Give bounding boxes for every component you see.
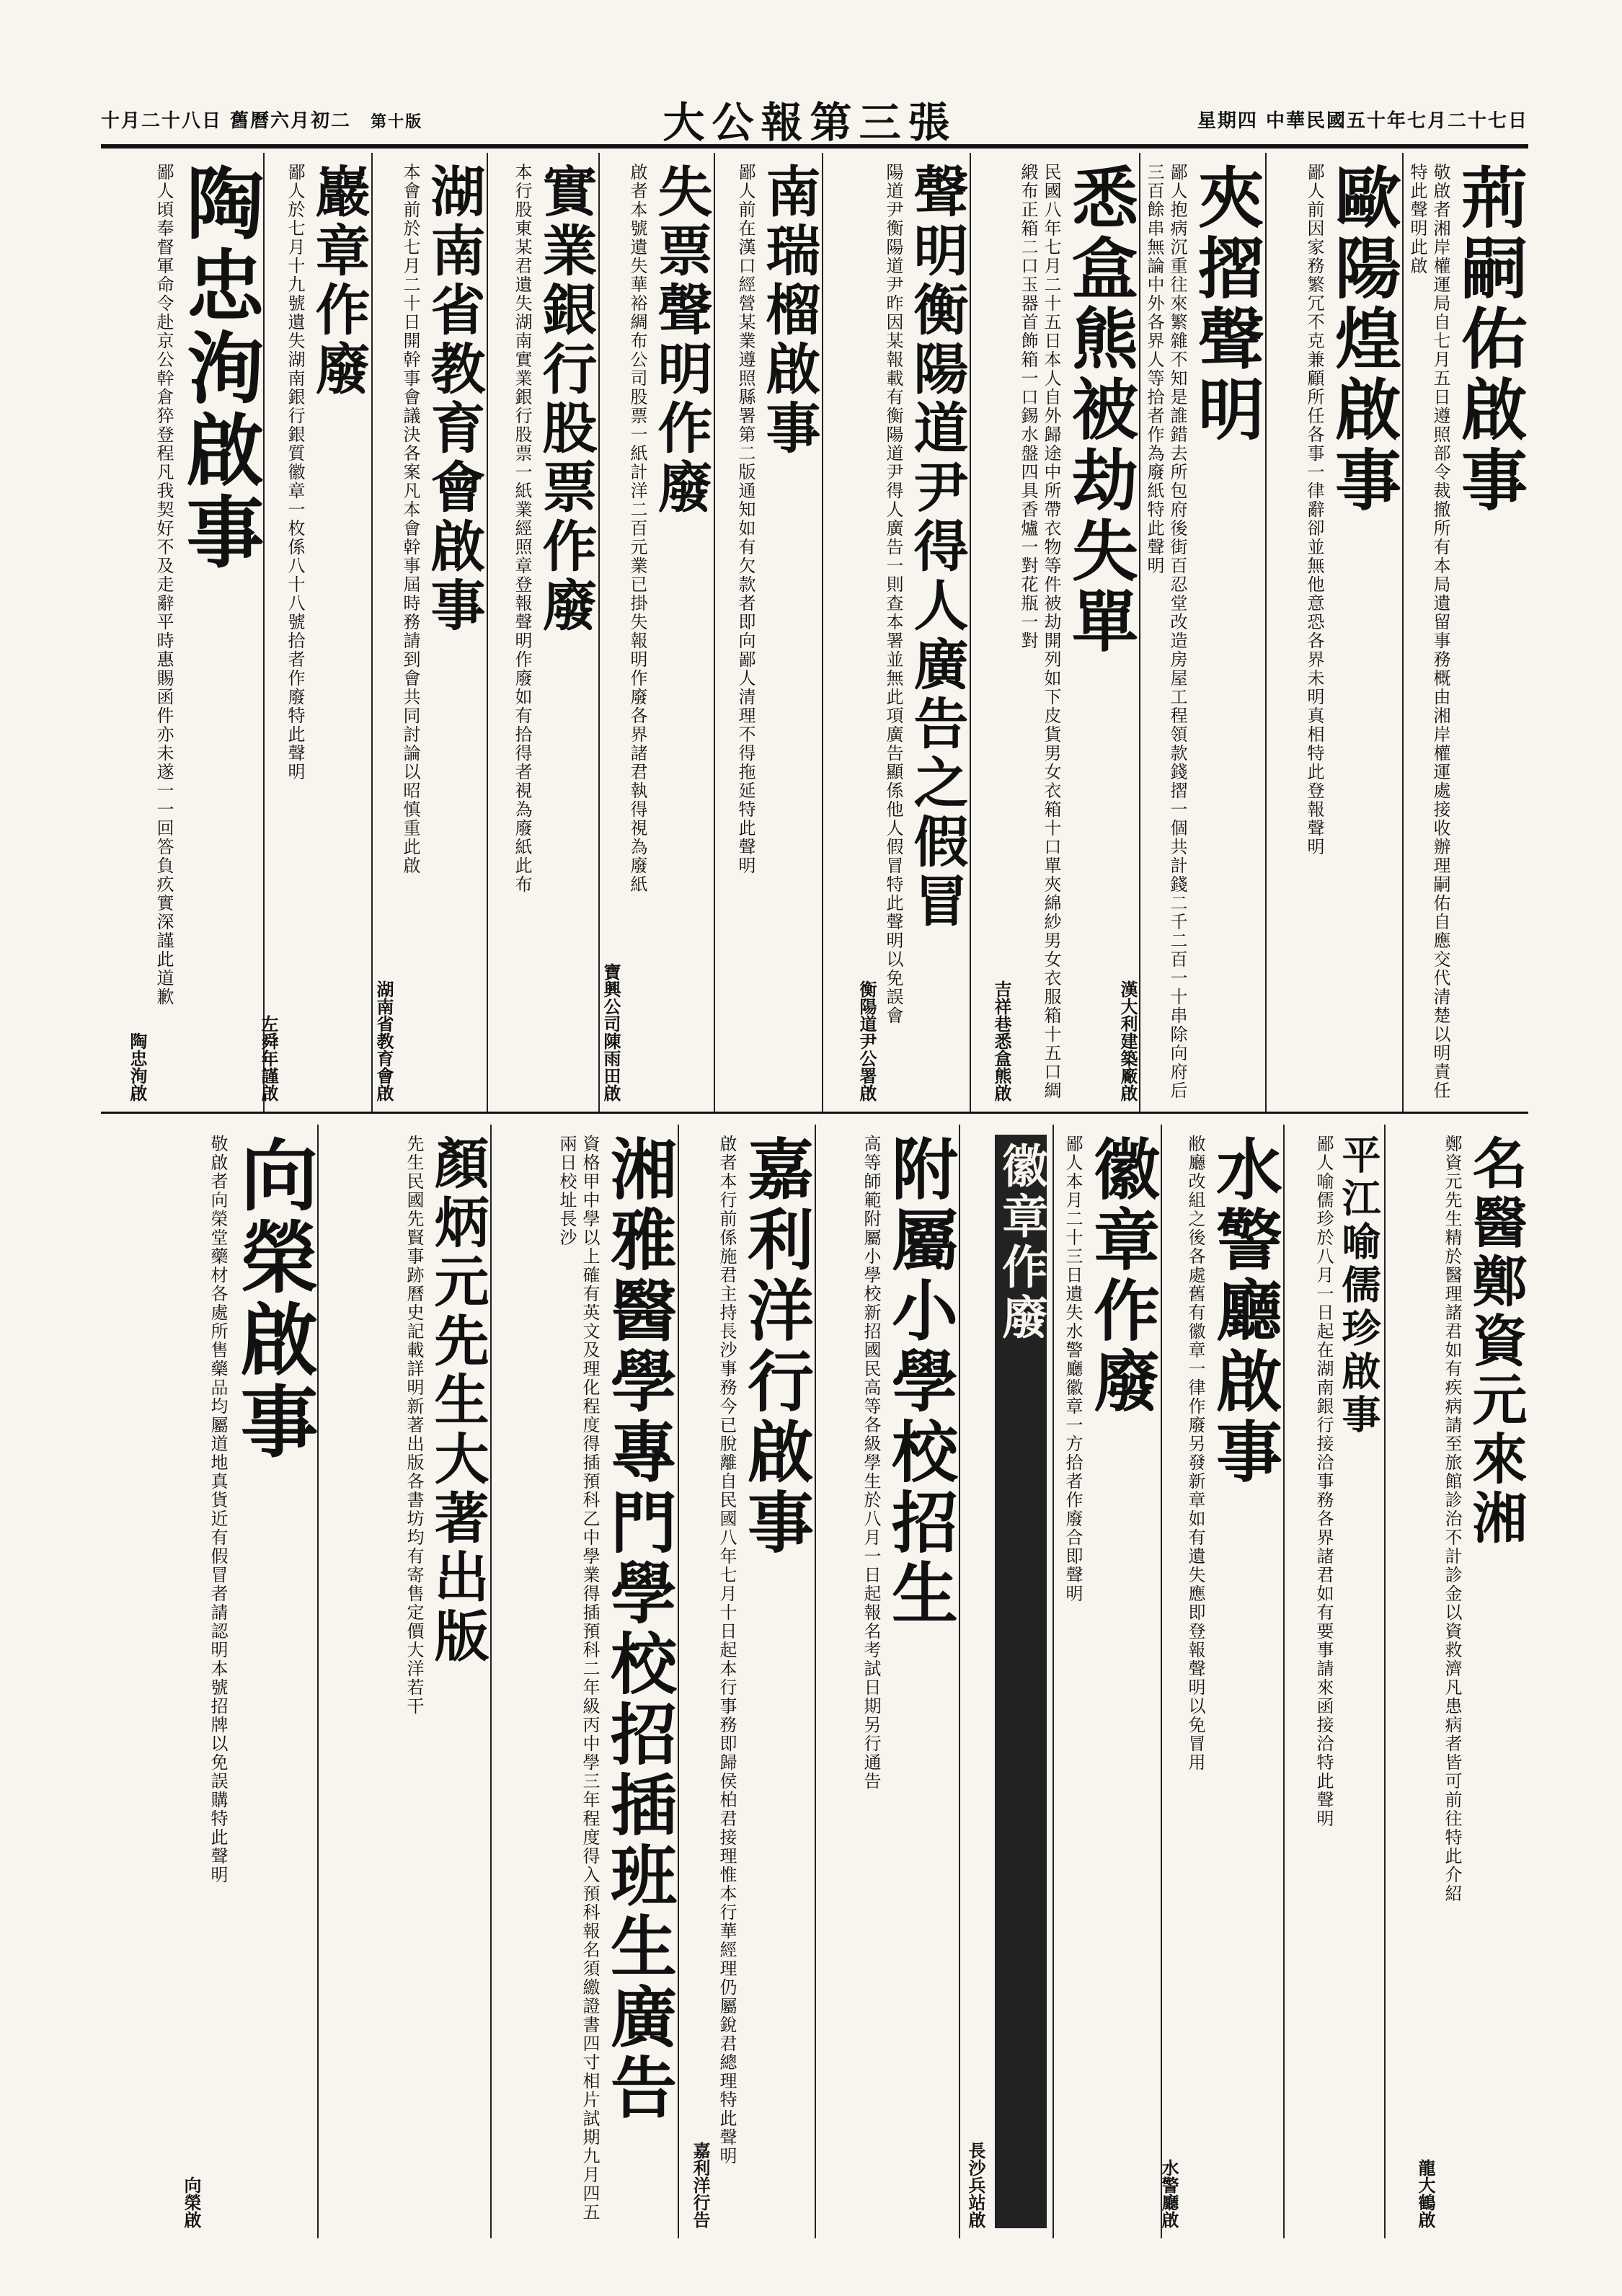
notice-title: 失票聲明作廢 [649, 163, 713, 518]
notice-body: 鄙人本月二十三日遺失水警廳徽章一方拾者作廢合即聲明 [1063, 1135, 1083, 1603]
notice-body: 敝廳改組之後各處舊有徽章一律作廢另發新章如有遺失應即登報聲明以免冒用 [1185, 1135, 1205, 1772]
notice-signature: 衡陽道尹公署啟 [856, 980, 877, 1102]
top-notice-band [101, 153, 1528, 1114]
notice-title: 徽章作廢 [995, 1135, 1047, 2228]
notice-xiangrong [101, 1125, 317, 2238]
notice-title: 實業銀行股票作廢 [533, 163, 598, 636]
notice-body: 鄙人前在漢口經營某業遵照縣署第二版通知如有欠款者即向鄙人清理不得拖延特此聲明 [735, 163, 755, 875]
notice-badge-void-2 [1052, 1125, 1161, 2238]
notice-yan-bingyuan-book [317, 1125, 490, 2238]
notice-body: 鄙人於七月十九號遺失湖南銀行銀質徽章一枚係八十八號拾者作廢特此聲明 [285, 163, 305, 781]
notice-title: 悉盒熊被劫失單 [1061, 163, 1139, 657]
notice-education-association [371, 153, 487, 1112]
masthead-left [101, 106, 422, 133]
masthead-title: 大公報第三張 [662, 98, 957, 147]
notice-primary-school [815, 1125, 959, 2238]
notice-title: 名醫鄭資元來湘 [1463, 1135, 1528, 1548]
notice-signature: 漢大利建築廠啟 [1117, 980, 1138, 1102]
notice-body: 本行股東某君遺失湖南實業銀行股票一紙業經照章登報聲明作廢如有拾得者視為廢紙此布 [512, 163, 532, 894]
notice-title: 平江喻儒珍啟事 [1336, 1135, 1382, 1437]
notice-title: 荊嗣佑啟事 [1450, 163, 1528, 516]
notice-ouyang-huang [1265, 153, 1402, 1112]
notice-hengyang-false-ad [822, 153, 970, 1112]
notice-body: 高等師範附屬小學校新招國民高等各級學生於八月一日起報名考試日期另行通告 [861, 1135, 881, 1791]
notice-body: 陽道尹衡陽道尹昨因某報載有衡陽道尹得人廣告一則查本署並無此項廣告顯係他人假冒特此聲明以免誤會 [883, 163, 903, 1025]
notice-body: 先生民國先賢事跡曆史記載詳明新著出版各書坊均有寄售定價大洋若干 [404, 1135, 424, 1716]
notice-jiali-company [678, 1125, 815, 2238]
notice-xiangya-medical [490, 1125, 678, 2238]
notice-title: 徽章作廢 [1083, 1135, 1161, 1417]
notice-body: 鄙人前因家務繁冗不克兼顧所任各事一律辭卻並無他意恐各界未明真相特此登報聲明 [1304, 163, 1324, 856]
notice-title: 向榮啟事 [227, 1135, 318, 1463]
notice-signature: 向榮啟 [181, 2176, 202, 2228]
notice-lost-ticket [598, 153, 714, 1112]
notice-body: 啟者本行前係施君主持長沙事務今已脫離自民國八年七月十日起本行事務即歸侯柏君接理惟本行華經理仍屬銳君總理特此聲明 [717, 1135, 737, 2166]
notice-badge-void-boxed [959, 1125, 1052, 2238]
notice-title: 顏炳元先生大著出版 [425, 1135, 489, 1667]
notice-title: 湖南省教育會啟事 [422, 163, 486, 636]
notice-jing-siyou [1402, 153, 1528, 1112]
notice-title: 歐陽煌啟事 [1324, 163, 1402, 516]
notice-title: 南瑞榴啟事 [757, 163, 821, 458]
masthead-right-date: 中華民國五十年七月二十七日 [1265, 110, 1528, 132]
notice-title: 附屬小學校招生 [881, 1135, 959, 1629]
notice-title: 夾摺聲明 [1187, 163, 1265, 446]
masthead-page-number: 第十版 [371, 112, 423, 131]
notice-body: 鄙人抱病沉重往來繁雜不知是誰錯去所包府後街百忍堂改造房屋工程領款錢摺一個共計錢二千二百一十串除向府后三百餘串無論中外各界人等拾者作為廢紙特此聲明 [1144, 163, 1187, 1100]
notice-title: 巖章作廢 [306, 163, 371, 399]
masthead-weekday: 星期四 [1197, 110, 1258, 132]
notice-signature: 陶忠洵啟 [127, 1032, 148, 1102]
notice-doctor-zheng [1384, 1125, 1528, 2238]
notice-signature: 湖南省教育會啟 [373, 980, 394, 1102]
notice-badge-void [258, 153, 371, 1112]
masthead [101, 94, 1528, 149]
notice-water-police [1158, 1125, 1283, 2238]
notice-signature: 龍大鶴啟 [1415, 2159, 1436, 2228]
notice-signature: 吉祥巷悉盒熊啟 [991, 980, 1012, 1102]
bottom-notice-band [101, 1125, 1528, 2238]
notice-nan-ruiliu [714, 153, 822, 1112]
notice-body: 敬啟者湘岸權運局自七月五日遵照部令裁撤所有本局遺留事務概由湘岸權運處接收辦理嗣佑自應交代清楚以明責任特此聲明此啟 [1407, 163, 1450, 1100]
notice-body: 敬啟者向榮堂藥材各處所售藥品均屬道地真貨近有假冒者請認明本號招牌以免誤購特此聲明 [208, 1135, 228, 1884]
notice-title: 水警廳啟事 [1205, 1135, 1283, 1488]
notice-title: 湘雅醫學專門學校招插班生廣告 [600, 1135, 678, 2124]
notice-body: 本會前於七月二十日開幹事會議決各案凡本會幹事屆時務請到會共同討論以昭慎重此啟 [400, 163, 420, 875]
notice-signature: 寶興公司陳雨田啟 [601, 963, 621, 1102]
notice-body: 啟者本號遺失華裕綢布公司股票一紙計洋二百元業已掛失報明作廢各界諸君執得視為廢紙 [627, 163, 647, 894]
notice-tao-zhongxun [127, 153, 264, 1112]
masthead-right [1197, 106, 1528, 133]
notice-signature: 長沙兵站啟 [965, 2142, 986, 2228]
notice-body: 鄙人喻儒珍於八月一日起在湖南銀行接洽事務各界諸君如有要事請來函接洽特此聲明 [1313, 1135, 1334, 1828]
notice-body: 鄙人頃奉督軍命令赴京公幹倉猝登程凡我契好不及走辭平時惠賜函件亦未遂一一回答負疚實深謹此道歉 [154, 163, 174, 1006]
notice-body: 資格甲中學以上確有英文及理化程度得插預科乙中學業得插預科二年級丙中學三年程度得入預科報名須繳證書四寸相片試期九月四五兩日校址長沙 [557, 1135, 600, 2222]
notice-title: 聲明衡陽道尹得人廣告之假冒 [905, 163, 969, 931]
notice-signature: 水警廳啟 [1158, 2159, 1179, 2228]
notice-bank-shares [487, 153, 598, 1112]
notice-title: 陶忠洵啟事 [173, 163, 264, 574]
notice-signature: 嘉利洋行告 [690, 2142, 711, 2228]
notice-yu-ruzhen [1283, 1125, 1384, 2238]
notice-folder-lost [1117, 153, 1265, 1112]
notice-body: 鄭資元先生精於醫理諸君如有疾病請至旅館診治不計診金以資救濟凡患病者皆可前往特此介紹 [1442, 1135, 1462, 1903]
notice-title: 嘉利洋行啟事 [737, 1135, 815, 1559]
notice-body: 民國八年七月二十五日本人自外歸途中所帶衣物等件被劫開列如下皮貨男女衣箱十口單夾綿紗男女衣服箱十五口綢緞布正箱二口玉器首飾箱一口錫水盤四具香爐一對花瓶一對 [1018, 163, 1061, 1100]
notice-robbery-list [970, 153, 1139, 1112]
masthead-left-date: 十月二十八日 舊曆六月初二 [101, 110, 352, 132]
notice-signature: 左舜年謹啟 [258, 1015, 279, 1102]
